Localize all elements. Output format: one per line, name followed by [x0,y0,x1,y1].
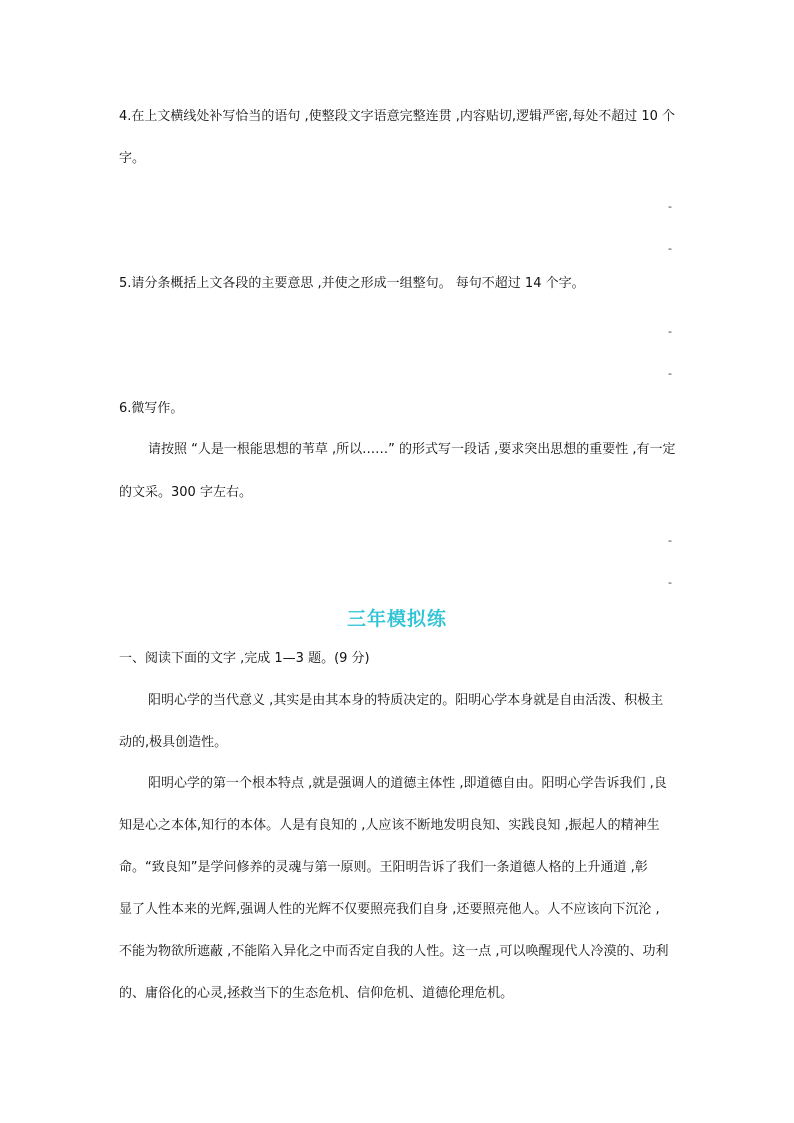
question-4-line-1: 4.在上文横线处补写恰当的语句 ,使整段文字语意完整连贯 ,内容贴切,逻辑严密,每处不超过 10 个 [119,109,676,124]
answer-line-mark: - [668,325,672,338]
paragraph-2-line-1: 阳明心学的第一个根本特点 ,就是强调人的道德主体性 ,即道德自由。阳明心学告诉我们 ,良 [148,776,667,791]
paragraph-2-line-5: 不能为物欲所遮蔽 ,不能陷入异化之中而否定自我的人性。这一点 ,可以唤醒现代人冷漠的、功利 [119,944,669,959]
paragraph-2-line-6: 的、庸俗化的心灵,拯救当下的生态危机、信仰危机、道德伦理危机。 [119,986,514,1001]
question-6-title: 6.微写作。 [119,401,184,416]
question-4-line-2: 字。 [119,151,146,166]
answer-line-mark: - [668,242,672,255]
part-1-heading: 一、阅读下面的文字 ,完成 1—3 题。(9 分) [119,651,370,666]
paragraph-2-line-3: 命。“致良知”是学问修养的灵魂与第一原则。王阳明告诉了我们一条道德人格的上升通道 ,彰 [119,860,648,875]
paragraph-1-line-2: 动的,极具创造性。 [119,735,228,750]
paragraph-2-line-2: 知是心之本体,知行的本体。人是有良知的 ,人应该不断地发明良知、实践良知 ,振起人的精神生 [119,818,660,833]
paragraph-2-line-4: 显了人性本来的光辉,强调人性的光辉不仅要照亮我们自身 ,还要照亮他人。人不应该向下沉沦 , [119,902,660,917]
answer-line-mark: - [668,367,672,380]
answer-line-mark: - [668,200,672,213]
question-6-line-1: 请按照 “人是一根能思想的苇草 ,所以……” 的形式写一段话 ,要求突出思想的重要性 ,有一定 [148,442,676,457]
answer-line-mark: - [668,576,672,589]
section-title: 三年模拟练 [346,608,447,630]
question-6-line-2: 的文采。300 字左右。 [119,485,252,500]
paragraph-1-line-1: 阳明心学的当代意义 ,其实是由其本身的特质决定的。阳明心学本身就是自由活泼、积极主 [148,693,664,708]
answer-line-mark: - [668,534,672,547]
question-5-line-1: 5.请分条概括上文各段的主要意思 ,并使之形成一组整句。 每句不超过 14 个字。 [119,276,585,291]
